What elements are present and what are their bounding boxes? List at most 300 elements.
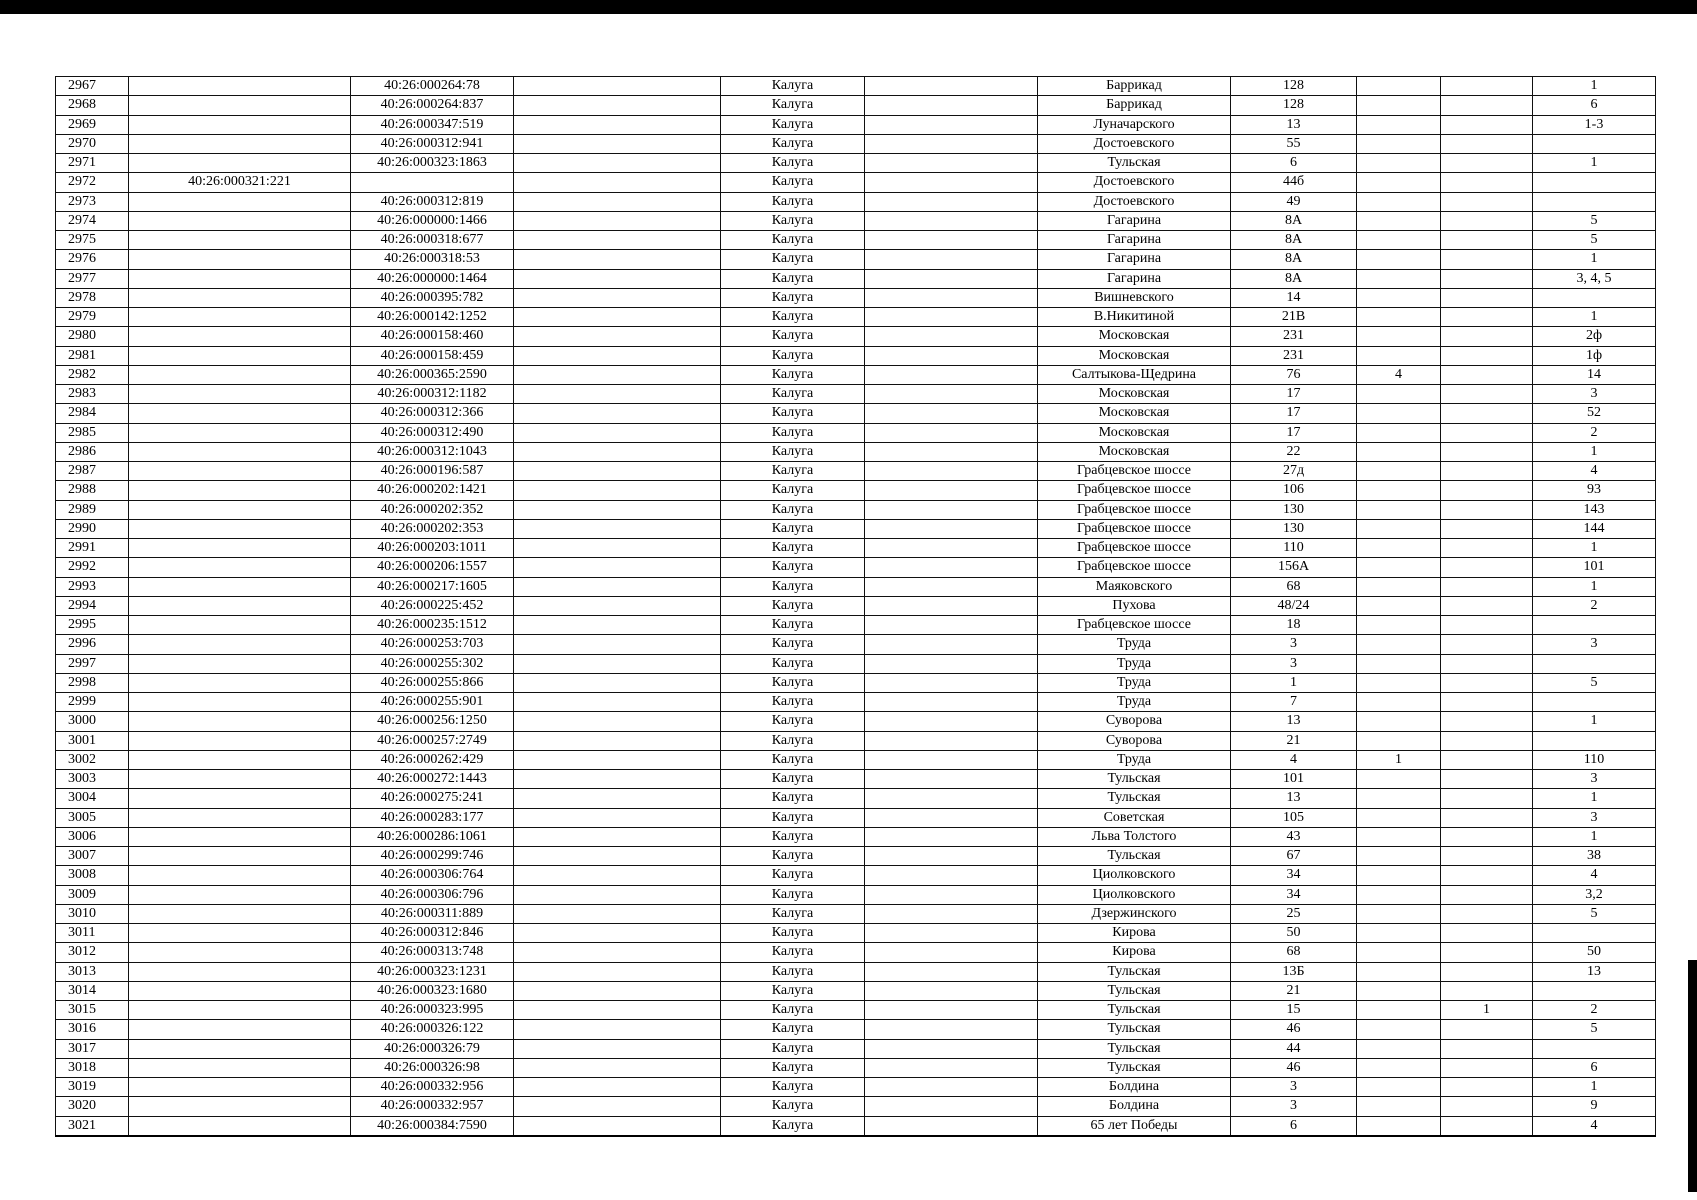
row-number-cell: 2974 — [56, 211, 129, 230]
block-cell — [1441, 750, 1533, 769]
city-cell: Калуга — [721, 808, 865, 827]
apartment-cell: 1 — [1533, 250, 1656, 269]
block-cell — [1441, 423, 1533, 442]
table-row — [56, 962, 1656, 981]
cadastral-number-cell: 40:26:000235:1512 — [351, 616, 514, 635]
apartment-cell — [1533, 693, 1656, 712]
street-cell: Грабцевское шоссе — [1038, 519, 1231, 538]
cadastral-number-cell: 40:26:000312:490 — [351, 423, 514, 442]
land-cadastral-number-cell — [129, 847, 351, 866]
city-cell: Калуга — [721, 423, 865, 442]
land-cadastral-number-cell — [129, 269, 351, 288]
cadastral-number-cell: 40:26:000312:819 — [351, 192, 514, 211]
table-body — [56, 77, 1656, 1136]
apartment-cell: 5 — [1533, 904, 1656, 923]
land-cadastral-number-cell — [129, 962, 351, 981]
apartment-cell: 5 — [1533, 231, 1656, 250]
apartment-cell — [1533, 134, 1656, 153]
row-number-cell: 2968 — [56, 96, 129, 115]
table-row — [56, 789, 1656, 808]
building-cell — [1357, 712, 1441, 731]
block-cell — [1441, 981, 1533, 1000]
row-number-cell: 2967 — [56, 77, 129, 96]
apartment-cell: 3 — [1533, 770, 1656, 789]
building-cell — [1357, 134, 1441, 153]
apartment-cell: 5 — [1533, 1020, 1656, 1039]
row-number-cell: 2978 — [56, 288, 129, 307]
row-number-cell: 2988 — [56, 481, 129, 500]
cadastral-number-cell: 40:26:000318:53 — [351, 250, 514, 269]
apartment-cell: 2 — [1533, 423, 1656, 442]
row-number-cell: 2975 — [56, 231, 129, 250]
house-number-cell: 43 — [1231, 827, 1357, 846]
building-cell — [1357, 288, 1441, 307]
land-cadastral-number-cell: 40:26:000321:221 — [129, 173, 351, 192]
apartment-cell: 3 — [1533, 808, 1656, 827]
building-cell — [1357, 385, 1441, 404]
empty-cell — [514, 1001, 721, 1020]
street-cell: Грабцевское шоссе — [1038, 616, 1231, 635]
cadastral-number-cell: 40:26:000323:995 — [351, 1001, 514, 1020]
table-row — [56, 539, 1656, 558]
empty-cell — [865, 96, 1038, 115]
city-cell: Калуга — [721, 1097, 865, 1116]
house-number-cell: 44б — [1231, 173, 1357, 192]
street-cell: Московская — [1038, 327, 1231, 346]
empty-cell — [865, 327, 1038, 346]
empty-cell — [865, 231, 1038, 250]
apartment-cell: 93 — [1533, 481, 1656, 500]
empty-cell — [865, 770, 1038, 789]
land-cadastral-number-cell — [129, 500, 351, 519]
apartment-cell — [1533, 192, 1656, 211]
empty-cell — [865, 866, 1038, 885]
empty-cell — [865, 539, 1038, 558]
street-cell: Баррикад — [1038, 77, 1231, 96]
cadastral-number-cell: 40:26:000196:587 — [351, 462, 514, 481]
cadastral-number-cell: 40:26:000306:764 — [351, 866, 514, 885]
house-number-cell: 46 — [1231, 1020, 1357, 1039]
row-number-cell: 2980 — [56, 327, 129, 346]
empty-cell — [514, 500, 721, 519]
row-number-cell: 2996 — [56, 635, 129, 654]
street-cell: Баррикад — [1038, 96, 1231, 115]
street-cell: Дзержинского — [1038, 904, 1231, 923]
building-cell — [1357, 962, 1441, 981]
table-row — [56, 808, 1656, 827]
apartment-cell: 1 — [1533, 154, 1656, 173]
land-cadastral-number-cell — [129, 115, 351, 134]
building-cell — [1357, 519, 1441, 538]
empty-cell — [514, 962, 721, 981]
street-cell: Болдина — [1038, 1097, 1231, 1116]
empty-cell — [514, 693, 721, 712]
row-number-cell: 2986 — [56, 442, 129, 461]
table-row — [56, 500, 1656, 519]
house-number-cell: 18 — [1231, 616, 1357, 635]
apartment-cell — [1533, 173, 1656, 192]
land-cadastral-number-cell — [129, 1116, 351, 1136]
building-cell — [1357, 635, 1441, 654]
building-cell — [1357, 250, 1441, 269]
land-cadastral-number-cell — [129, 866, 351, 885]
apartment-cell: 52 — [1533, 404, 1656, 423]
street-cell: Тульская — [1038, 789, 1231, 808]
building-cell — [1357, 789, 1441, 808]
street-cell: Грабцевское шоссе — [1038, 481, 1231, 500]
empty-cell — [514, 577, 721, 596]
street-cell: Московская — [1038, 442, 1231, 461]
cadastral-number-cell: 40:26:000318:677 — [351, 231, 514, 250]
row-number-cell: 3016 — [56, 1020, 129, 1039]
empty-cell — [865, 308, 1038, 327]
house-number-cell: 68 — [1231, 577, 1357, 596]
cadastral-number-cell: 40:26:000275:241 — [351, 789, 514, 808]
table-row — [56, 1116, 1656, 1136]
city-cell: Калуга — [721, 404, 865, 423]
empty-cell — [865, 1058, 1038, 1077]
table-row — [56, 673, 1656, 692]
city-cell: Калуга — [721, 288, 865, 307]
block-cell — [1441, 481, 1533, 500]
table-row — [56, 770, 1656, 789]
land-cadastral-number-cell — [129, 731, 351, 750]
table-row — [56, 173, 1656, 192]
apartment-cell: 38 — [1533, 847, 1656, 866]
house-number-cell: 4 — [1231, 750, 1357, 769]
house-number-cell: 13Б — [1231, 962, 1357, 981]
city-cell: Калуга — [721, 154, 865, 173]
empty-cell — [865, 1097, 1038, 1116]
cadastral-number-cell: 40:26:000283:177 — [351, 808, 514, 827]
apartment-cell: 1 — [1533, 712, 1656, 731]
building-cell — [1357, 673, 1441, 692]
city-cell: Калуга — [721, 385, 865, 404]
row-number-cell: 2976 — [56, 250, 129, 269]
street-cell: Гагарина — [1038, 231, 1231, 250]
table-row — [56, 558, 1656, 577]
cadastral-number-cell: 40:26:000257:2749 — [351, 731, 514, 750]
empty-cell — [865, 596, 1038, 615]
empty-cell — [865, 924, 1038, 943]
apartment-cell: 6 — [1533, 96, 1656, 115]
cadastral-number-cell: 40:26:000202:1421 — [351, 481, 514, 500]
apartment-cell — [1533, 288, 1656, 307]
table-row — [56, 693, 1656, 712]
table-row — [56, 847, 1656, 866]
city-cell: Калуга — [721, 519, 865, 538]
apartment-cell: 13 — [1533, 962, 1656, 981]
land-cadastral-number-cell — [129, 462, 351, 481]
empty-cell — [514, 192, 721, 211]
empty-cell — [865, 250, 1038, 269]
street-cell: Тульская — [1038, 1020, 1231, 1039]
street-cell: Суворова — [1038, 731, 1231, 750]
table-row — [56, 866, 1656, 885]
table-row — [56, 250, 1656, 269]
empty-cell — [514, 635, 721, 654]
empty-cell — [865, 693, 1038, 712]
row-number-cell: 2970 — [56, 134, 129, 153]
street-cell: Циолковского — [1038, 866, 1231, 885]
cadastral-number-cell: 40:26:000365:2590 — [351, 365, 514, 384]
street-cell: Гагарина — [1038, 211, 1231, 230]
cadastral-number-cell: 40:26:000225:452 — [351, 596, 514, 615]
building-cell — [1357, 596, 1441, 615]
table-row — [56, 423, 1656, 442]
house-number-cell: 55 — [1231, 134, 1357, 153]
block-cell — [1441, 154, 1533, 173]
empty-cell — [514, 539, 721, 558]
empty-cell — [514, 231, 721, 250]
building-cell — [1357, 308, 1441, 327]
street-cell: Труда — [1038, 673, 1231, 692]
street-cell: Труда — [1038, 635, 1231, 654]
land-cadastral-number-cell — [129, 231, 351, 250]
street-cell: В.Никитиной — [1038, 308, 1231, 327]
row-number-cell: 2979 — [56, 308, 129, 327]
land-cadastral-number-cell — [129, 1020, 351, 1039]
street-cell: Московская — [1038, 423, 1231, 442]
row-number-cell: 3012 — [56, 943, 129, 962]
table-row — [56, 288, 1656, 307]
cadastral-number-cell: 40:26:000286:1061 — [351, 827, 514, 846]
land-cadastral-number-cell — [129, 673, 351, 692]
empty-cell — [514, 596, 721, 615]
building-cell: 4 — [1357, 365, 1441, 384]
block-cell — [1441, 442, 1533, 461]
empty-cell — [514, 96, 721, 115]
block-cell — [1441, 134, 1533, 153]
block-cell — [1441, 1039, 1533, 1058]
street-cell: Пухова — [1038, 596, 1231, 615]
block-cell — [1441, 385, 1533, 404]
city-cell: Калуга — [721, 269, 865, 288]
street-cell: Тульская — [1038, 1058, 1231, 1077]
house-number-cell: 67 — [1231, 847, 1357, 866]
row-number-cell: 2972 — [56, 173, 129, 192]
street-cell: Циолковского — [1038, 885, 1231, 904]
block-cell — [1441, 770, 1533, 789]
house-number-cell: 231 — [1231, 327, 1357, 346]
empty-cell — [514, 808, 721, 827]
street-cell: Труда — [1038, 693, 1231, 712]
land-cadastral-number-cell — [129, 308, 351, 327]
house-number-cell: 21 — [1231, 981, 1357, 1000]
city-cell: Калуга — [721, 231, 865, 250]
city-cell: Калуга — [721, 596, 865, 615]
empty-cell — [865, 519, 1038, 538]
table-row — [56, 77, 1656, 96]
house-number-cell: 25 — [1231, 904, 1357, 923]
empty-cell — [514, 423, 721, 442]
empty-cell — [514, 288, 721, 307]
table-row — [56, 231, 1656, 250]
land-cadastral-number-cell — [129, 365, 351, 384]
block-cell — [1441, 616, 1533, 635]
row-number-cell: 2969 — [56, 115, 129, 134]
table-row — [56, 154, 1656, 173]
row-number-cell: 3008 — [56, 866, 129, 885]
block-cell — [1441, 1020, 1533, 1039]
land-cadastral-number-cell — [129, 346, 351, 365]
row-number-cell: 3021 — [56, 1116, 129, 1136]
block-cell — [1441, 789, 1533, 808]
land-cadastral-number-cell — [129, 1078, 351, 1097]
empty-cell — [865, 462, 1038, 481]
cadastral-number-cell: 40:26:000313:748 — [351, 943, 514, 962]
block-cell — [1441, 1116, 1533, 1136]
empty-cell — [514, 827, 721, 846]
building-cell — [1357, 577, 1441, 596]
block-cell: 1 — [1441, 1001, 1533, 1020]
empty-cell — [865, 134, 1038, 153]
cadastral-number-cell: 40:26:000158:459 — [351, 346, 514, 365]
land-cadastral-number-cell — [129, 789, 351, 808]
empty-cell — [514, 866, 721, 885]
house-number-cell: 105 — [1231, 808, 1357, 827]
row-number-cell: 3010 — [56, 904, 129, 923]
house-number-cell: 14 — [1231, 288, 1357, 307]
cadastral-number-cell: 40:26:000312:941 — [351, 134, 514, 153]
apartment-cell — [1533, 616, 1656, 635]
empty-cell — [865, 346, 1038, 365]
block-cell — [1441, 808, 1533, 827]
empty-cell — [514, 885, 721, 904]
house-number-cell: 15 — [1231, 1001, 1357, 1020]
building-cell — [1357, 616, 1441, 635]
city-cell: Калуга — [721, 750, 865, 769]
cadastral-number-cell: 40:26:000217:1605 — [351, 577, 514, 596]
empty-cell — [865, 654, 1038, 673]
land-cadastral-number-cell — [129, 442, 351, 461]
apartment-cell: 4 — [1533, 866, 1656, 885]
land-cadastral-number-cell — [129, 481, 351, 500]
table-row — [56, 731, 1656, 750]
house-number-cell: 17 — [1231, 404, 1357, 423]
street-cell: Луначарского — [1038, 115, 1231, 134]
house-number-cell: 3 — [1231, 635, 1357, 654]
street-cell: Грабцевское шоссе — [1038, 539, 1231, 558]
row-number-cell: 3015 — [56, 1001, 129, 1020]
street-cell: Суворова — [1038, 712, 1231, 731]
building-cell — [1357, 462, 1441, 481]
empty-cell — [865, 943, 1038, 962]
block-cell — [1441, 346, 1533, 365]
building-cell — [1357, 1097, 1441, 1116]
land-cadastral-number-cell — [129, 616, 351, 635]
table-row — [56, 943, 1656, 962]
city-cell: Калуга — [721, 500, 865, 519]
empty-cell — [865, 981, 1038, 1000]
empty-cell — [865, 577, 1038, 596]
row-number-cell: 3009 — [56, 885, 129, 904]
street-cell: Маяковского — [1038, 577, 1231, 596]
apartment-cell: 1 — [1533, 77, 1656, 96]
building-cell — [1357, 269, 1441, 288]
empty-cell — [514, 981, 721, 1000]
empty-cell — [514, 115, 721, 134]
house-number-cell: 6 — [1231, 1116, 1357, 1136]
cadastral-number-cell: 40:26:000264:837 — [351, 96, 514, 115]
building-cell — [1357, 981, 1441, 1000]
cadastral-number-cell: 40:26:000000:1464 — [351, 269, 514, 288]
building-cell — [1357, 1058, 1441, 1077]
row-number-cell: 3013 — [56, 962, 129, 981]
house-number-cell: 27д — [1231, 462, 1357, 481]
street-cell: Грабцевское шоссе — [1038, 500, 1231, 519]
empty-cell — [865, 481, 1038, 500]
table-row — [56, 577, 1656, 596]
block-cell — [1441, 866, 1533, 885]
street-cell: Труда — [1038, 750, 1231, 769]
building-cell — [1357, 346, 1441, 365]
street-cell: Грабцевское шоссе — [1038, 462, 1231, 481]
building-cell — [1357, 404, 1441, 423]
empty-cell — [514, 385, 721, 404]
house-number-cell: 8А — [1231, 231, 1357, 250]
apartment-cell: 9 — [1533, 1097, 1656, 1116]
building-cell — [1357, 115, 1441, 134]
empty-cell — [865, 288, 1038, 307]
building-cell — [1357, 770, 1441, 789]
empty-cell — [514, 847, 721, 866]
house-number-cell: 130 — [1231, 519, 1357, 538]
apartment-cell: 2ф — [1533, 327, 1656, 346]
table-row — [56, 327, 1656, 346]
building-cell — [1357, 231, 1441, 250]
city-cell: Калуга — [721, 211, 865, 230]
cadastral-number-cell: 40:26:000255:302 — [351, 654, 514, 673]
city-cell: Калуга — [721, 250, 865, 269]
table-row — [56, 1001, 1656, 1020]
land-cadastral-number-cell — [129, 904, 351, 923]
cadastral-number-cell: 40:26:000206:1557 — [351, 558, 514, 577]
building-cell — [1357, 904, 1441, 923]
empty-cell — [514, 442, 721, 461]
table-row — [56, 211, 1656, 230]
city-cell: Калуга — [721, 77, 865, 96]
row-number-cell: 2987 — [56, 462, 129, 481]
row-number-cell: 3000 — [56, 712, 129, 731]
land-cadastral-number-cell — [129, 327, 351, 346]
empty-cell — [865, 962, 1038, 981]
empty-cell — [514, 211, 721, 230]
land-cadastral-number-cell — [129, 827, 351, 846]
block-cell — [1441, 577, 1533, 596]
row-number-cell: 2998 — [56, 673, 129, 692]
street-cell: Московская — [1038, 385, 1231, 404]
land-cadastral-number-cell — [129, 635, 351, 654]
row-number-cell: 3020 — [56, 1097, 129, 1116]
empty-cell — [514, 1039, 721, 1058]
land-cadastral-number-cell — [129, 712, 351, 731]
building-cell — [1357, 885, 1441, 904]
city-cell: Калуга — [721, 866, 865, 885]
city-cell: Калуга — [721, 770, 865, 789]
apartment-cell: 1 — [1533, 539, 1656, 558]
row-number-cell: 3017 — [56, 1039, 129, 1058]
apartment-cell — [1533, 1039, 1656, 1058]
empty-cell — [865, 211, 1038, 230]
empty-cell — [514, 173, 721, 192]
city-cell: Калуга — [721, 1039, 865, 1058]
apartment-cell — [1533, 981, 1656, 1000]
scan-right-edge-mark — [1688, 960, 1697, 1192]
cadastral-number-cell: 40:26:000326:98 — [351, 1058, 514, 1077]
apartment-cell: 4 — [1533, 1116, 1656, 1136]
city-cell: Калуга — [721, 616, 865, 635]
